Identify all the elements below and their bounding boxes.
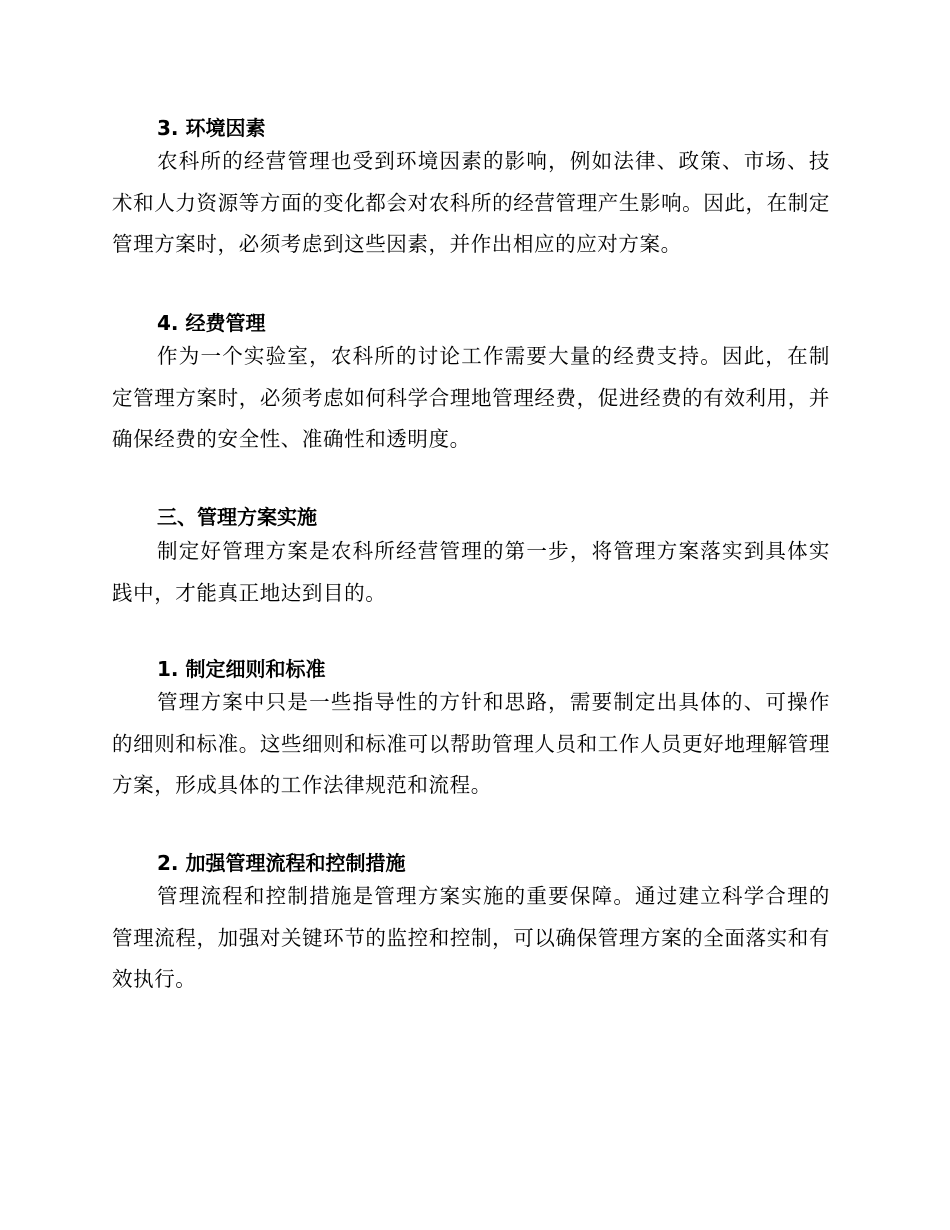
section-paragraph-implementation: 制定好管理方案是农科所经营管理的第一步，将管理方案落实到具体实践中，才能真正地达到目的。: [112, 539, 830, 605]
section-heading-rules-standards: 1. 制定细则和标准: [157, 657, 326, 681]
section-paragraph-funding: 作为一个实验室，农科所的讨论工作需要大量的经费支持。因此，在制定管理方案时，必须考虑如何科学合理地管理经费，促进经费的有效利用，并确保经费的安全性、准确性和透明度。: [112, 344, 830, 451]
section-heading-environment: 3. 环境因素: [157, 116, 266, 140]
section-heading-process-control: 2. 加强管理流程和控制措施: [157, 851, 406, 875]
section-heading-implementation: 三、管理方案实施: [157, 505, 317, 529]
section-heading-funding: 4. 经费管理: [157, 311, 266, 335]
section-paragraph-process-control: 管理流程和控制措施是管理方案实施的重要保障。通过建立科学合理的管理流程，加强对关键环节的监控和控制，可以确保管理方案的全面落实和有效执行。: [112, 884, 830, 991]
section-paragraph-rules-standards: 管理方案中只是一些指导性的方针和思路，需要制定出具体的、可操作的细则和标准。这些细则和标准可以帮助管理人员和工作人员更好地理解管理方案，形成具体的工作法律规范和流程。: [112, 690, 830, 797]
section-paragraph-environment: 农科所的经营管理也受到环境因素的影响，例如法律、政策、市场、技术和人力资源等方面的变化都会对农科所的经营管理产生影响。因此，在制定管理方案时，必须考虑到这些因素，并作出相应的应对方案。: [112, 149, 830, 256]
